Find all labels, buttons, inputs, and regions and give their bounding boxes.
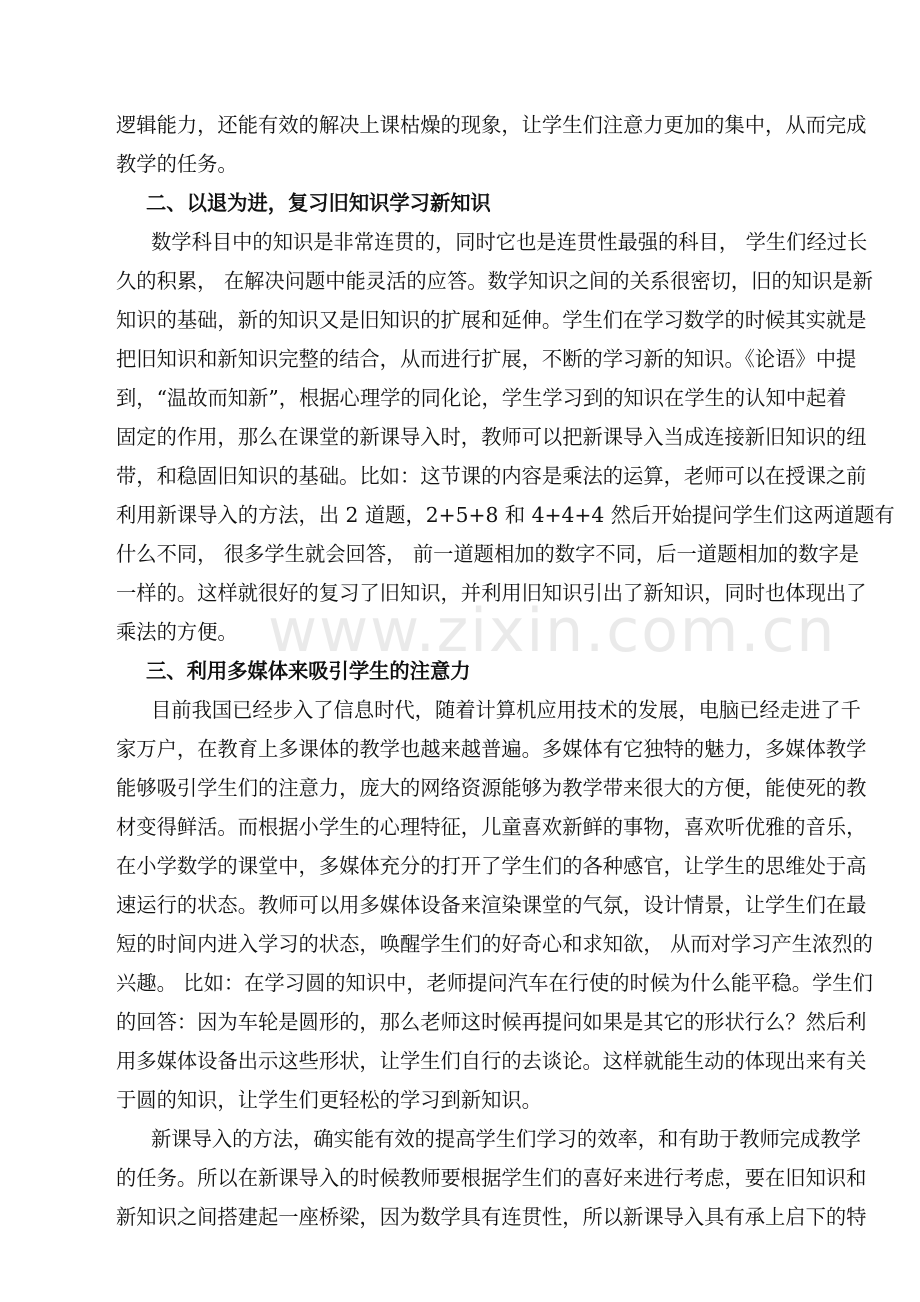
text-line: 知识的基础，新的知识又是旧知识的扩展和延伸。学生们在学习数学的时候其实就是 bbox=[116, 308, 867, 332]
section-heading: 三、利用多媒体来吸引学生的注意力 bbox=[146, 659, 471, 683]
paragraph-first-line: 新课导入的方法，确实能有效的提高学生们学习的效率，和有助于教师完成教学 bbox=[151, 1127, 861, 1151]
text-line: 带，和稳固旧知识的基础。比如：这节课的内容是乘法的运算，老师可以在授课之前 bbox=[116, 464, 867, 488]
text-line: 到，“温故而知新”，根据心理学的同化论，学生学习到的知识在学生的认知中起着 bbox=[116, 386, 847, 410]
text-line: 固定的作用，那么在课堂的新课导入时，教师可以把新课导入当成连接新旧知识的纽 bbox=[116, 425, 867, 449]
text-line: 什么不同， 很多学生就会回答， 前一道题相加的数字不同，后一道题相加的数字是 bbox=[116, 542, 860, 566]
watermark: www.zixin.com.cn bbox=[268, 596, 837, 666]
document-body bbox=[116, 106, 895, 1237]
paragraph-last-line: 于圆的知识，让学生们更轻松的学习到新知识。 bbox=[116, 1088, 542, 1112]
text-line: 能够吸引学生们的注意力，庞大的网络资源能够为教学带来很大的方便，能使死的教 bbox=[116, 776, 867, 800]
text-line: 的回答：因为车轮是圆形的，那么老师这时候再提问如果是其它的形状行么？然后利 bbox=[116, 1010, 867, 1034]
text-line: 利用新课导入的方法，出 2 道题，2+5+8 和 4+4+4 然后开始提问学生们这两道题有 bbox=[116, 503, 895, 527]
text-line: 的任务。所以在新课导入的时候教师要根据学生们的喜好来进行考虑，要在旧知识和 bbox=[116, 1166, 867, 1190]
text-line: 把旧知识和新知识完整的结合，从而进行扩展，不断的学习新的知识。《论语》中提 bbox=[116, 347, 857, 371]
text-line: 用多媒体设备出示这些形状，让学生们自行的去谈论。这样就能生动的体现出来有关 bbox=[116, 1049, 867, 1073]
paragraph-first-line: 目前我国已经步入了信息时代，随着计算机应用技术的发展，电脑已经走进了千 bbox=[151, 698, 861, 722]
text-line: 在小学数学的课堂中，多媒体充分的打开了学生们的各种感官，让学生的思维处于高 bbox=[116, 854, 867, 878]
text-line: 新知识之间搭建起一座桥梁，因为数学具有连贯性，所以新课导入具有承上启下的特 bbox=[116, 1205, 867, 1229]
paragraph-last-line: 教学的任务。 bbox=[116, 152, 238, 176]
text-line: 兴趣。 比如：在学习圆的知识中，老师提问汽车在行使的时候为什么能平稳。学生们 bbox=[116, 971, 873, 995]
text-line: 家万户，在教育上多课体的教学也越来越普遍。多媒体有它独特的魅力，多媒体教学 bbox=[116, 737, 867, 761]
paragraph-first-line: 数学科目中的知识是非常连贯的，同时它也是连贯性最强的科目， 学生们经过长 bbox=[151, 230, 868, 254]
text-line: 材变得鲜活。而根据小学生的心理特征，儿童喜欢新鲜的事物，喜欢听优雅的音乐， bbox=[116, 815, 867, 839]
text-line: 久的积累， 在解决问题中能灵活的应答。数学知识之间的关系很密切，旧的知识是新 bbox=[116, 269, 873, 293]
section-heading: 二、以退为进，复习旧知识学习新知识 bbox=[146, 191, 491, 215]
text-line: 速运行的状态。教师可以用多媒体设备来渲染课堂的气氛，设计情景，让学生们在最 bbox=[116, 893, 867, 917]
text-line: 短的时间内进入学习的状态，唤醒学生们的好奇心和求知欲， 从而对学习产生浓烈的 bbox=[116, 932, 873, 956]
paragraph-last-line: 乘法的方便。 bbox=[116, 620, 238, 644]
text-line: 逻辑能力，还能有效的解决上课枯燥的现象，让学生们注意力更加的集中，从而完成 bbox=[116, 113, 867, 137]
text-line: 一样的。这样就很好的复习了旧知识，并利用旧知识引出了新知识，同时也体现出了 bbox=[116, 581, 867, 605]
